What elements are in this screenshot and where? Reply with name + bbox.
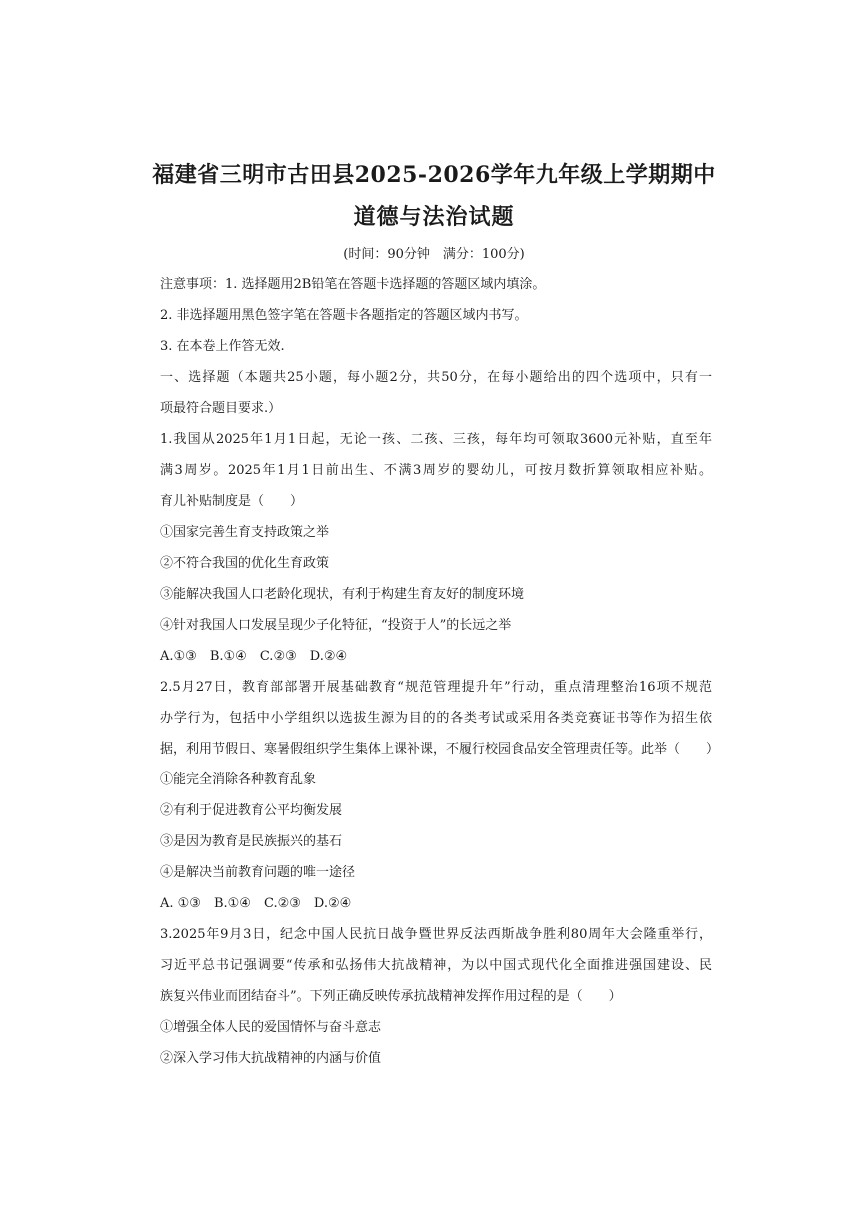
- question-1-stem: 满3周岁。2025年1月1日前出生、不满3周岁的婴幼儿，可按月数折算领取相应补贴。: [160, 463, 712, 478]
- notice-item-1: 注意事项：1. 选择题用2B铅笔在答题卡选择题的答题区域内填涂。: [160, 277, 546, 292]
- question-1-option: ③能解决我国人口老龄化现状，有利于构建生育友好的制度环境: [160, 587, 525, 602]
- question-1-option: ②不符合我国的优化生育政策: [160, 556, 330, 571]
- exam-subject-title: 道德与法治试题: [353, 204, 515, 230]
- question-1-answers: A.①③ B.①④ C.②③ D.②④: [160, 649, 348, 664]
- question-2-option: ④是解决当前教育问题的唯一途径: [160, 865, 356, 880]
- notice-item-2: 2. 非选择题用黑色签字笔在答题卡各题指定的答题区域内书写。: [160, 308, 528, 323]
- question-2-option: ①能完全消除各种教育乱象: [160, 772, 317, 787]
- section-heading: 一、选择题（本题共25小题，每小题2分，共50分，在每小题给出的四个选项中，只有一: [160, 370, 712, 385]
- question-3-stem: 3.2025年9月3日，纪念中国人民抗日战争暨世界反法西斯战争胜利80周年大会隆重举行，: [160, 927, 712, 942]
- question-3-stem: 习近平总书记强调要“传承和弘扬伟大抗战精神，为以中国式现代化全面推进强国建设、民: [160, 958, 712, 973]
- exam-title: 福建省三明市古田县2025-2026学年九年级上学期期中: [152, 162, 716, 188]
- section-heading-cont: 项最符合题目要求.）: [160, 401, 282, 416]
- question-3-option: ①增强全体人民的爱国情怀与奋斗意志: [160, 1020, 382, 1035]
- question-1-stem: 1.我国从2025年1月1日起，无论一孩、二孩、三孩，每年均可领取3600元补贴，直至年: [160, 432, 712, 447]
- question-2-option: ②有利于促进教育公平均衡发展: [160, 803, 343, 818]
- notice-item-3: 3. 在本卷上作答无效.: [160, 339, 285, 354]
- question-3-option: ②深入学习伟大抗战精神的内涵与价值: [160, 1051, 382, 1066]
- question-2-stem: 办学行为，包括中小学组织以选拔生源为目的的各类考试或采用各类竞赛证书等作为招生依: [160, 711, 712, 726]
- question-2-answers: A. ①③ B.①④ C.②③ D.②④: [160, 896, 352, 911]
- question-1-option: ④针对我国人口发展呈现少子化特征，“投资于人”的长远之举: [160, 618, 512, 633]
- question-1-stem: 育儿补贴制度是（ ）: [160, 494, 304, 509]
- question-2-stem: 2.5月27日，教育部部署开展基础教育“规范管理提升年”行动，重点清理整治16项不规范: [160, 680, 712, 695]
- question-3-stem: 族复兴伟业而团结奋斗”。下列正确反映传承抗战精神发挥作用过程的是（ ）: [160, 989, 622, 1004]
- time-score-info: (时间：90分钟 满分：100分): [343, 247, 525, 262]
- question-2-option: ③是因为教育是民族振兴的基石: [160, 834, 343, 849]
- question-2-stem: 据，利用节假日、寒暑假组织学生集体上课补课，不履行校园食品安全管理责任等。此举（ ）: [160, 742, 720, 757]
- question-1-option: ①国家完善生育支持政策之举: [160, 525, 330, 540]
